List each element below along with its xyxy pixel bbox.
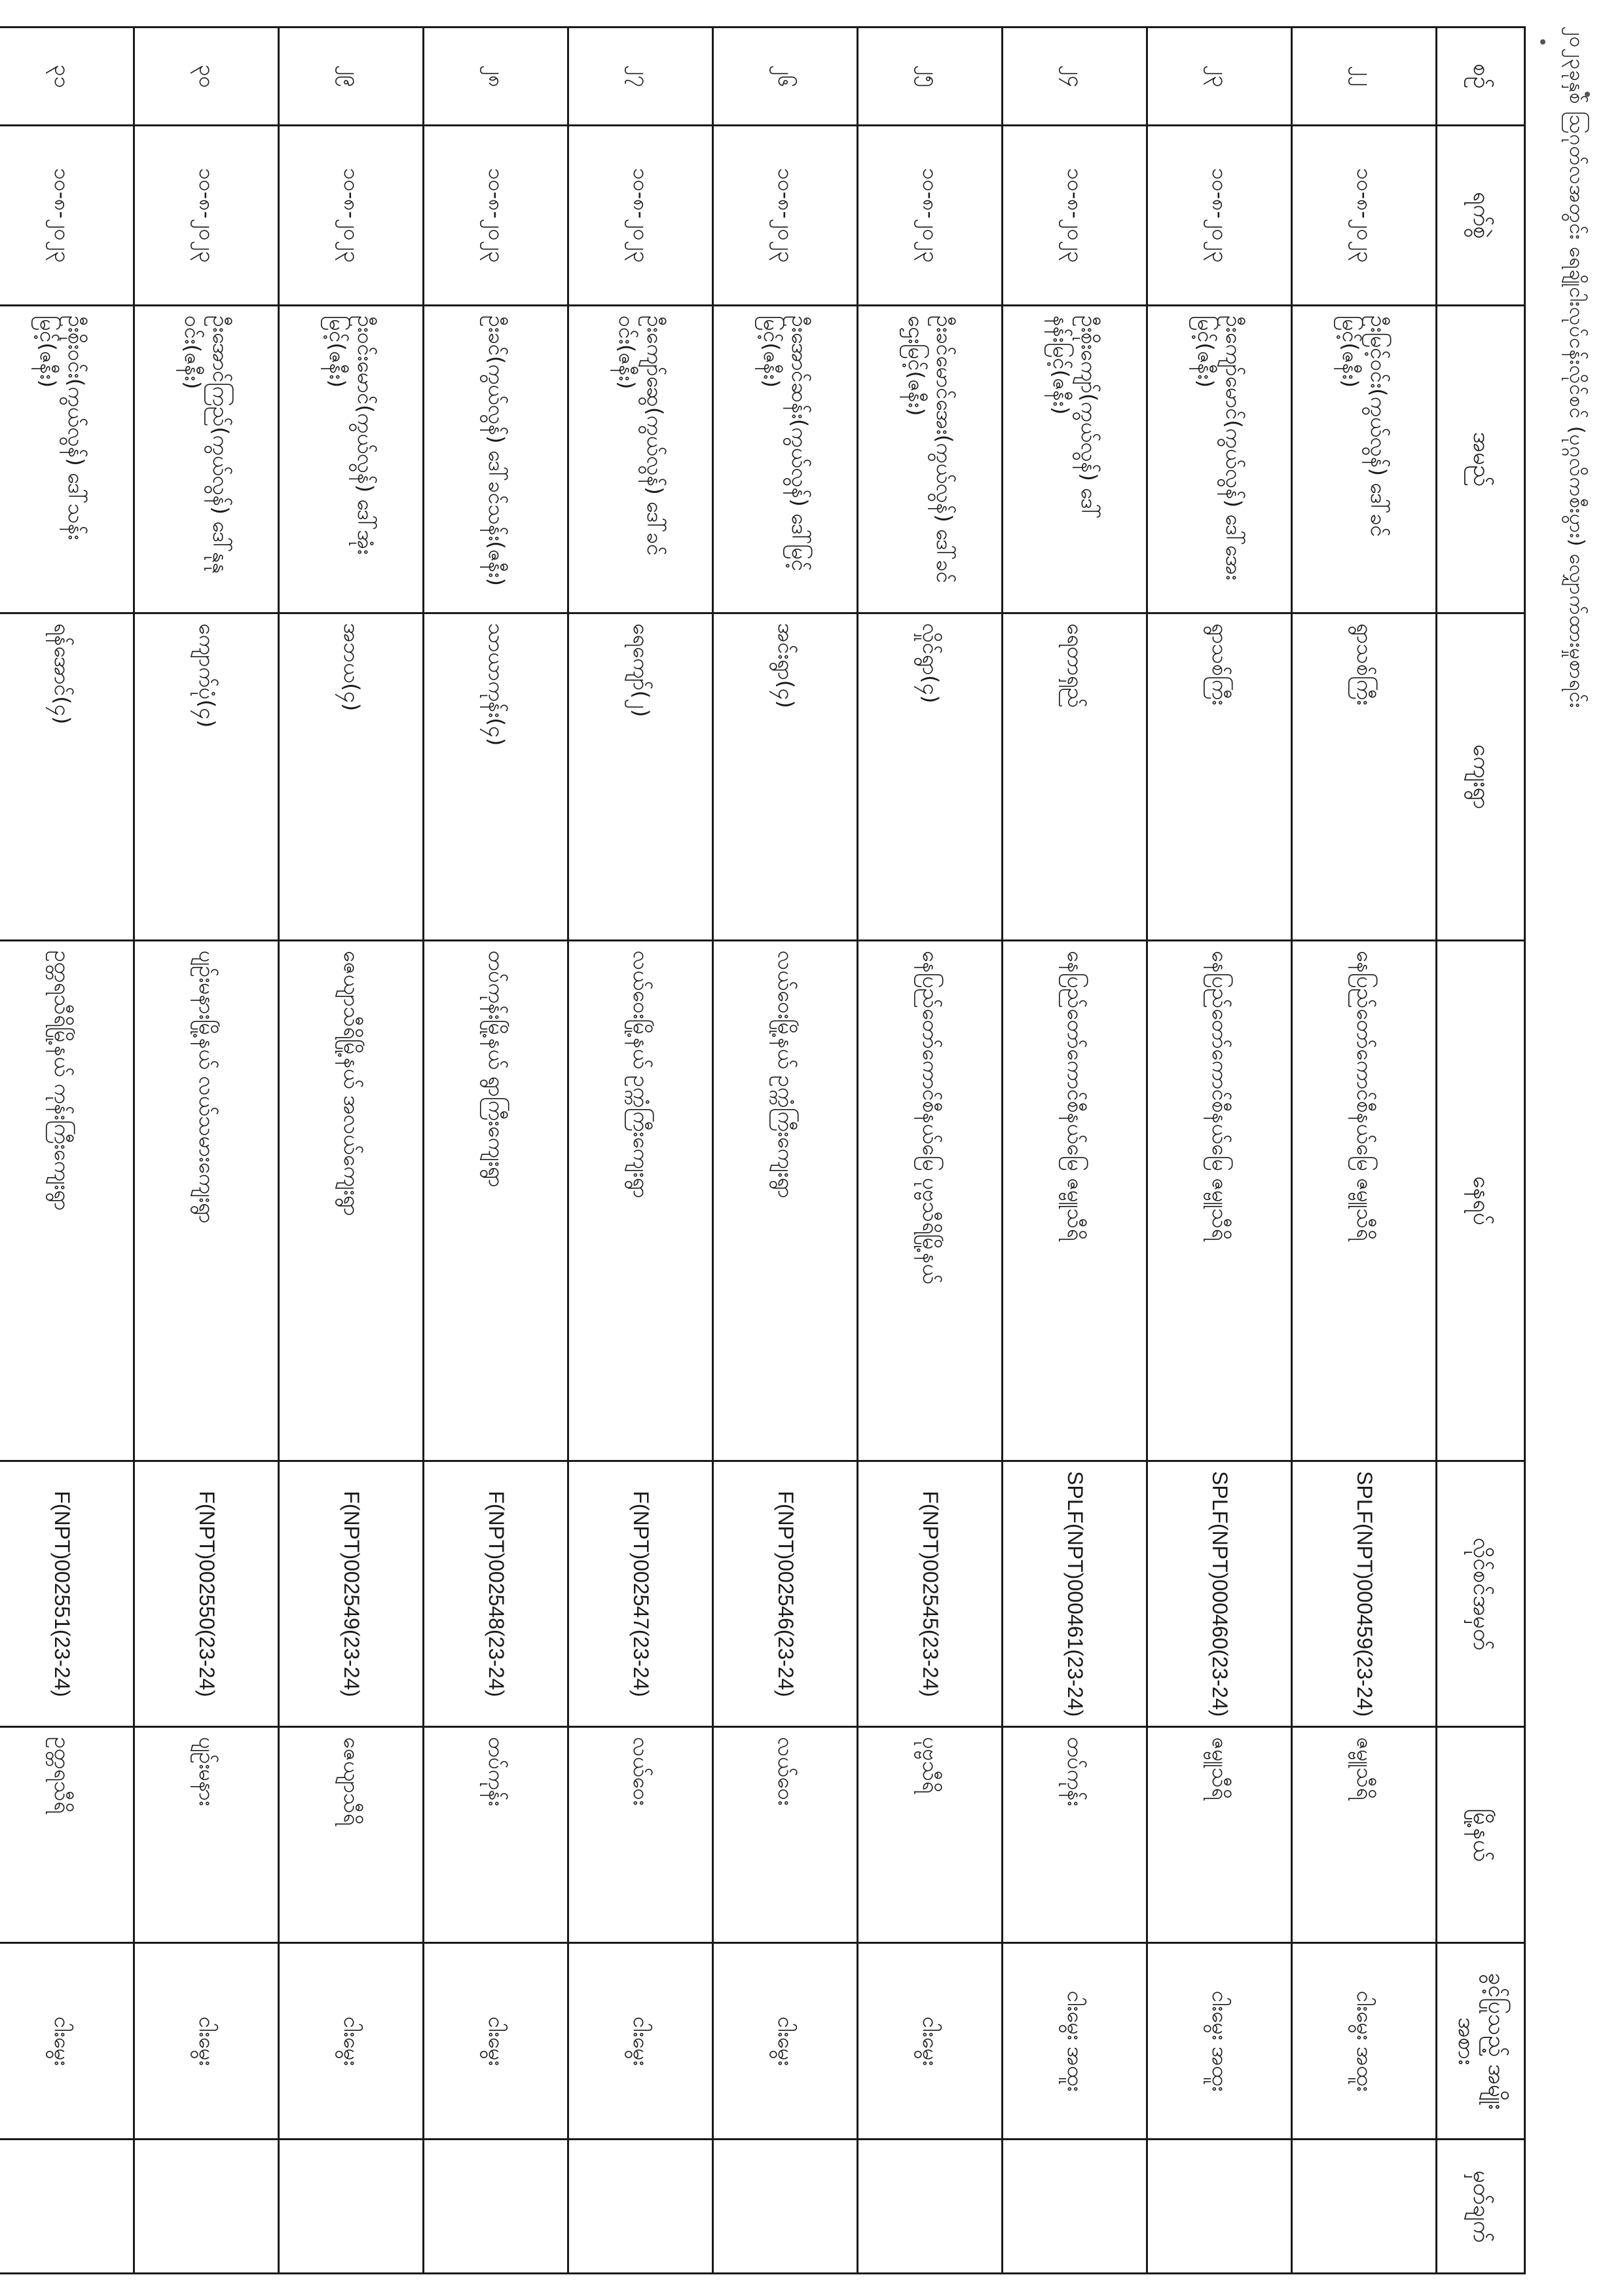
row-name: ဦးအောင်ကြည်(ကွယ်လွန်) ဒေါ်နုနုဝင်း(ဇနီး) [134,306,279,613]
row-name: ဦးကျော်မောင်(ကွယ်လွန်) ဒေါ်အေးမြင့်(ဇနီး) [1147,306,1292,613]
row-license: F(NPT)002550(23-24) [134,1461,279,1727]
row-address: လယ်ဝေးမြို့နယ် ဥက္ကံကြီးကျေးရွာ [713,941,858,1461]
row-remark [0,2140,134,2274]
row-address: နေပြည်တော်ကောင်စီနယ်မြေ ဇမ္ဗူသီရိ [1147,941,1292,1461]
table-row [1292,27,1437,2274]
row-township: လယ်ဝေး [568,1727,713,1943]
row-address: ဇေယျာသီရိမြို့နယ် အလယ်ကျေးရွာ [279,941,424,1461]
row-date: ၁၀-၈-၂၀၂၃ [0,126,134,306]
row-status: ငါးမွေး [568,1943,713,2140]
row-license: SPLF(NPT)000459(23-24) [1292,1461,1437,1727]
table-row [279,27,424,2274]
row-village: ကျောက်ပုံ(၄) [134,613,279,941]
row-address: ဥတ္တရသီရိမြို့နယ် ကုန်းကြီးကျေးရွာ [0,941,134,1461]
row-address: တပ်ကုန်းမြို့နယ် ရွာကြီးကျေးရွာ [424,941,568,1461]
row-remark [1003,2140,1147,2274]
row-date: ၁၀-၈-၂၀၂၃ [858,126,1003,306]
row-status: ငါးမွေး အထူး [1003,1943,1147,2140]
row-village: ရွာသစ်ကြီး [1147,613,1292,941]
row-village: ရေတာရှည် [1003,613,1147,941]
row-license: F(NPT)002551(23-24) [0,1461,134,1727]
row-license: F(NPT)002549(23-24) [279,1461,424,1727]
row-number: ၂၄ [1003,27,1147,126]
header-village: ကျေးရွာ [1437,613,1525,941]
table-row [1147,27,1292,2274]
row-date: ၁၀-၈-၂၀၂၃ [568,126,713,306]
row-remark [713,2140,858,2274]
row-number: ၂၅ [858,27,1003,126]
row-number: ၂၆ [713,27,858,126]
row-status: ငါးမွေး [424,1943,568,2140]
row-license: F(NPT)002545(23-24) [858,1461,1003,1727]
header-no: စဉ် [1437,27,1525,126]
row-remark [279,2140,424,2274]
header-remark: မှတ်ချက် [1437,2140,1525,2274]
row-date: ၁၀-၈-၂၀၂၃ [713,126,858,306]
row-address: နေပြည်တော်ကောင်စီနယ်မြေ ဇမ္ဗူသီရိ [1003,941,1147,1461]
row-date: ၁၀-၈-၂၀၂၃ [1147,126,1292,306]
row-township: တပ်ကုန်း [424,1727,568,1943]
row-number: ၂၇ [568,27,713,126]
row-license: F(NPT)002548(23-24) [424,1461,568,1727]
row-license: F(NPT)002547(23-24) [568,1461,713,1727]
row-license: SPLF(NPT)000461(23-24) [1003,1461,1147,1727]
row-address: နေပြည်တော်ကောင်စီနယ်မြေ ဇမ္ဗူသီရိ [1292,941,1437,1461]
row-village: သာယာကုန်း(၄) [424,613,568,941]
row-name: ဦးစိုးကျော်(ကွယ်လွန်) ဒေါ်နန်းမြင့်(ဇနီး) [1003,306,1147,613]
row-village: အင်းရွာ(၄) [713,613,858,941]
row-address: ပျဉ်းမနားမြို့နယ် လယ်သမားကျေးရွာ [134,941,279,1461]
table-row [134,27,279,2274]
row-village: ရွာသစ်ကြီး [1292,613,1437,941]
row-name: ဦးစိုးဝင်း(ကွယ်လွန်) ဒေါ်သန်းမြင့်(ဇနီး) [0,306,134,613]
row-village: ရန်အောင်(၄) [0,613,134,941]
header-date: ရက်စွဲ [1437,126,1525,306]
row-village: လှိုင်ရွာ(၄) [858,613,1003,941]
row-township: တပ်ကုန်း [1003,1727,1147,1943]
row-status: ငါးမွေး [0,1943,134,2140]
table-row [1003,27,1147,2274]
row-remark [1292,2140,1437,2274]
row-status: ငါးမွေး အထူး [1292,1943,1437,2140]
row-date: ၁၀-၈-၂၀၂၃ [1292,126,1437,306]
table-row [713,27,858,2274]
document-title: ၂၀၂၃ခုနှစ် ဩဂုတ်လအတွင်း ရေချိုငါးလုပ်ငန်းလိုင်စင် (ပုဂ္ဂလိကစီးပွား) လျှောက်ထားမှုစာရင်း [1565,26,1588,708]
row-name: ဦးခင်မောင်အေး(ကွယ်လွန်) ဒေါ်ခင်ဌေးမြင့်(ဇနီး) [858,306,1003,613]
row-name: ဦးကျော်ဆွေ(ကွယ်လွန်) ဒေါ်ခင်ဝင်း(ဇနီး) [568,306,713,613]
row-name: ဦးအောင်ဆန်း(ကွယ်လွန်) ဒေါ်မြင့်မြင့်(ဇနီး) [713,306,858,613]
row-number: ၃၀ [134,27,279,126]
row-date: ၁၀-၈-၂၀၂၃ [134,126,279,306]
row-name: ဦးဝင်းမောင်(ကွယ်လွန်) ဒေါ်အုံးမြင့်(ဇနီး) [279,306,424,613]
row-license: F(NPT)002546(23-24) [713,1461,858,1727]
row-number: ၂၈ [424,27,568,126]
row-date: ၁၀-၈-၂၀၂၃ [1003,126,1147,306]
header-license: လိုင်စင်အမှတ် [1437,1461,1525,1727]
header-name: အမည် [1437,306,1525,613]
row-township: ဥတ္တရသီရိ [0,1727,134,1943]
row-remark [858,2140,1003,2274]
row-status: ငါးမွေး [858,1943,1003,2140]
row-remark [568,2140,713,2274]
row-date: ၁၀-၈-၂၀၂၃ [424,126,568,306]
header-address: နေရပ် [1437,941,1525,1461]
row-address: လယ်ဝေးမြို့နယ် ဥက္ကံကြီးကျေးရွာ [568,941,713,1461]
table-row [568,27,713,2274]
row-number: ၂၂ [1292,27,1437,126]
row-license: SPLF(NPT)000460(23-24) [1147,1461,1292,1727]
row-remark [1147,2140,1292,2274]
row-township: လယ်ဝေး [713,1727,858,1943]
table-header-row [1437,27,1525,2274]
row-village: အဘယ(၄) [279,613,424,941]
row-remark [134,2140,279,2274]
license-table [0,26,1526,2274]
row-number: ၃၁ [0,27,134,126]
row-address: နေပြည်တော်ကောင်စီနယ်မြေ ပုဗ္ဗသီရိမြို့နယ် [858,941,1003,1461]
row-number: ၂၉ [279,27,424,126]
row-township: ပုဗ္ဗသီရိ [858,1727,1003,1943]
row-township: ပျဉ်းမနား [134,1727,279,1943]
row-name: ဦးမြင့်ဝင်း(ကွယ်လွန်) ဒေါ်ခင်မြင့်(ဇနီး) [1292,306,1437,613]
row-number: ၂၃ [1147,27,1292,126]
row-township: ဇမ္ဗူသီရိ [1147,1727,1292,1943]
row-status: ငါးမွေး [279,1943,424,2140]
row-date: ၁၀-၈-၂၀၂၃ [279,126,424,306]
table-row [0,27,134,2274]
row-village: ရေကျော်(၂) [568,613,713,941]
row-township: ဇေယျာသီရိ [279,1727,424,1943]
row-township: ဇမ္ဗူသီရိ [1292,1727,1437,1943]
table-row [858,27,1003,2274]
row-remark [424,2140,568,2274]
row-status: ငါးမွေး [134,1943,279,2140]
header-township: မြို့နယ် [1437,1727,1525,1943]
row-status: ငါးမွေး [713,1943,858,2140]
header-status: ခွင့်ပြုသည့် အမျိုးအစား [1437,1943,1525,2140]
row-status: ငါးမွေး အထူး [1147,1943,1292,2140]
row-name: ဦးခင်(ကွယ်လွန်) ဒေါ်ခင်သန်း(ဇနီး) [424,306,568,613]
table-row [424,27,568,2274]
